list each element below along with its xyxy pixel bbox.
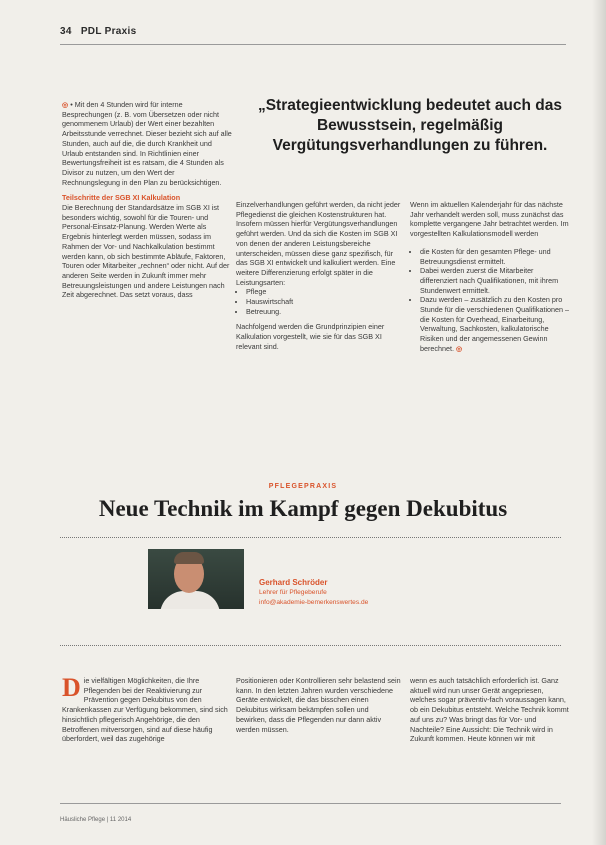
left-column: [62, 100, 234, 300]
body-column-2: [236, 676, 401, 734]
author-role: Lehrer für Pflegeberufe: [259, 589, 327, 596]
running-header: [60, 26, 136, 37]
left-paragraph-1: ◎ • Mit den 4 Stunden wird für interne Besprechungen (z. B. vom Übersetzen oder nicht genommenem Urlaub) der Wert einer bezahlten Arbeitsstunde verrechnet. Dieser bezieht sich auf alle Stunden, auch auf die, die durch Krankheit und Urlaub entstanden sind. In Richtlinien einer Bewertungsfreiheit ist es ratsam, die 4 Stunden als Divisor zu nutzen, um den Wert der Rechnungslegung in den Plan zu berücksichtigen.: [62, 100, 232, 187]
header-rule: [60, 44, 566, 45]
middle-paragraph-2: Nachfolgend werden die Grundprinzipien einer Kalkulation vorgestellt, wie sie für das SGB XI relevant sind.: [236, 322, 385, 351]
author-email: info@akademie-bemerkenswertes.de: [259, 599, 369, 606]
body-text-1: ie vielfältigen Möglichkeiten, die Ihre Pflegenden bei der Reaktivierung zur Prävention gegen Dekubitus von den Krankenkassen zur Verfügung bekommen, sind sich hinsichtlich pflegerisch Angehörige, die den Betroffenen mitversorgen, sind auf diese häufig überfordert, weil das zugehörige: [62, 676, 228, 744]
dotted-divider-top: [60, 537, 561, 538]
article-title: Neue Technik im Kampf gegen Dekubitus: [98, 496, 508, 521]
middle-bullet-item: • Pflege: [246, 287, 401, 297]
pull-quote: „Strategieentwicklung bedeutet auch das Bewusstsein, regelmäßig Vergütungsverhandlungen zu führen.: [257, 97, 563, 154]
body-column-1: [62, 673, 232, 744]
middle-paragraph-1: Einzelverhandlungen geführt werden, da nicht jeder Pflegedienst die gleichen Kostenstrukturen hat. Insofern müssen hierfür Vergütungsverhandlungen geführt werden. Und da sich die Kosten im SGB XI von denen der anderen Leistungsbereiche unterscheiden, müssen diese ganz spezifisch, für das SGB XI entwickelt und kalkuliert werden. Eine weitere Differenzierung erfolgt später in die Leistungsarten:: [236, 200, 401, 287]
continue-marker-icon: ◎: [62, 100, 71, 109]
middle-column: [236, 200, 401, 352]
left-subhead: Teilschritte der SGB XI Kalkulation: [62, 193, 181, 203]
footer-rule: [60, 803, 561, 804]
body-column-3: [410, 676, 570, 744]
author-photo: [148, 549, 244, 609]
page-edge-shadow: [592, 0, 606, 845]
right-bullet-item: • die Kosten für den gesamten Pflege- und Betreuungsdienst ermittelt.: [420, 247, 570, 266]
right-paragraph-1: Wenn im aktuellen Kalenderjahr für das nächste Jahr verhandelt werden soll, muss zunächst das komplette vergangene Jahr betrachtet werden. Im vorgestellten Kalkulationsmodell werden: [410, 200, 569, 239]
right-column: [410, 200, 570, 354]
right-bullet-list: [410, 247, 570, 354]
drop-cap: D: [62, 673, 81, 702]
author-name: Gerhard Schröder: [259, 578, 328, 587]
right-bullet-item: • Dazu werden – zusätzlich zu den Kosten pro Stunde für die verschiedenen Qualifikationen – die Kosten für Overhead, Einarbeitung, Verwaltung, Sachkosten, kalkulatorische Risiken und der angemessenen Gewinn berechnet. ◎: [420, 295, 570, 353]
article-kicker: PFLEGEPRAXIS: [268, 483, 338, 490]
right-bullet-item: • Dabei werden zuerst die Mitarbeiter differenziert nach Qualifikationen, mit ihrem Stundenwert ermittelt.: [420, 266, 570, 295]
end-marker-icon: ◎: [455, 343, 463, 353]
middle-bullet-list: [236, 287, 401, 316]
footer-text: Häusliche Pflege | 11 2014: [60, 817, 132, 823]
page-number: 34: [60, 26, 72, 37]
body-text-2: Positionieren oder Kontrollieren sehr belastend sein kann. In den letzten Jahren wurden verschiedene Geräte entwickelt, die das bisschen einen Dekubitus wirksam bekämpfen sollen und bewirken, dass die Pflegenden nur dann aktiv werden müssen.: [236, 676, 401, 734]
middle-bullet-item: • Betreuung.: [246, 307, 401, 317]
left-paragraph-2: Die Berechnung der Standardsätze im SGB XI ist besonders wichtig, sowohl für die Touren- und Personal-Einsatz-Planung. Werden Werte als Ergebnis hinterlegt werden müssen, sodass im Rahmen der Vor- und Nachkalkulation bestimmt werden kann, ob sich bestimmte Abläufe, Faktoren, Touren oder Mitarbeiter „rechnen“ oder nicht. Auf der anderen Seite werden in Zukunft immer mehr Betreuungsleistungen und andere Leistungen nach Zeit abgerechnet. Das setzt voraus, dass: [62, 203, 230, 300]
section-name: PDL Praxis: [80, 26, 137, 37]
middle-bullet-item: • Hauswirtschaft: [246, 297, 401, 307]
dotted-divider-bottom: [60, 645, 561, 646]
author-box: [259, 578, 368, 608]
body-text-3: wenn es auch tatsächlich erforderlich ist. Ganz aktuell wird nun unser Gerät angepriesen, welches sogar präventiv-fach voraussagen kann, ob ein Dekubitus entsteht. Welche Technik kommt auf uns zu? Was bringt das für Vor- und Nachteile? Eine Aussicht: Die Technik wird in Zukunft kommen. Heute können wir mit: [410, 676, 569, 744]
